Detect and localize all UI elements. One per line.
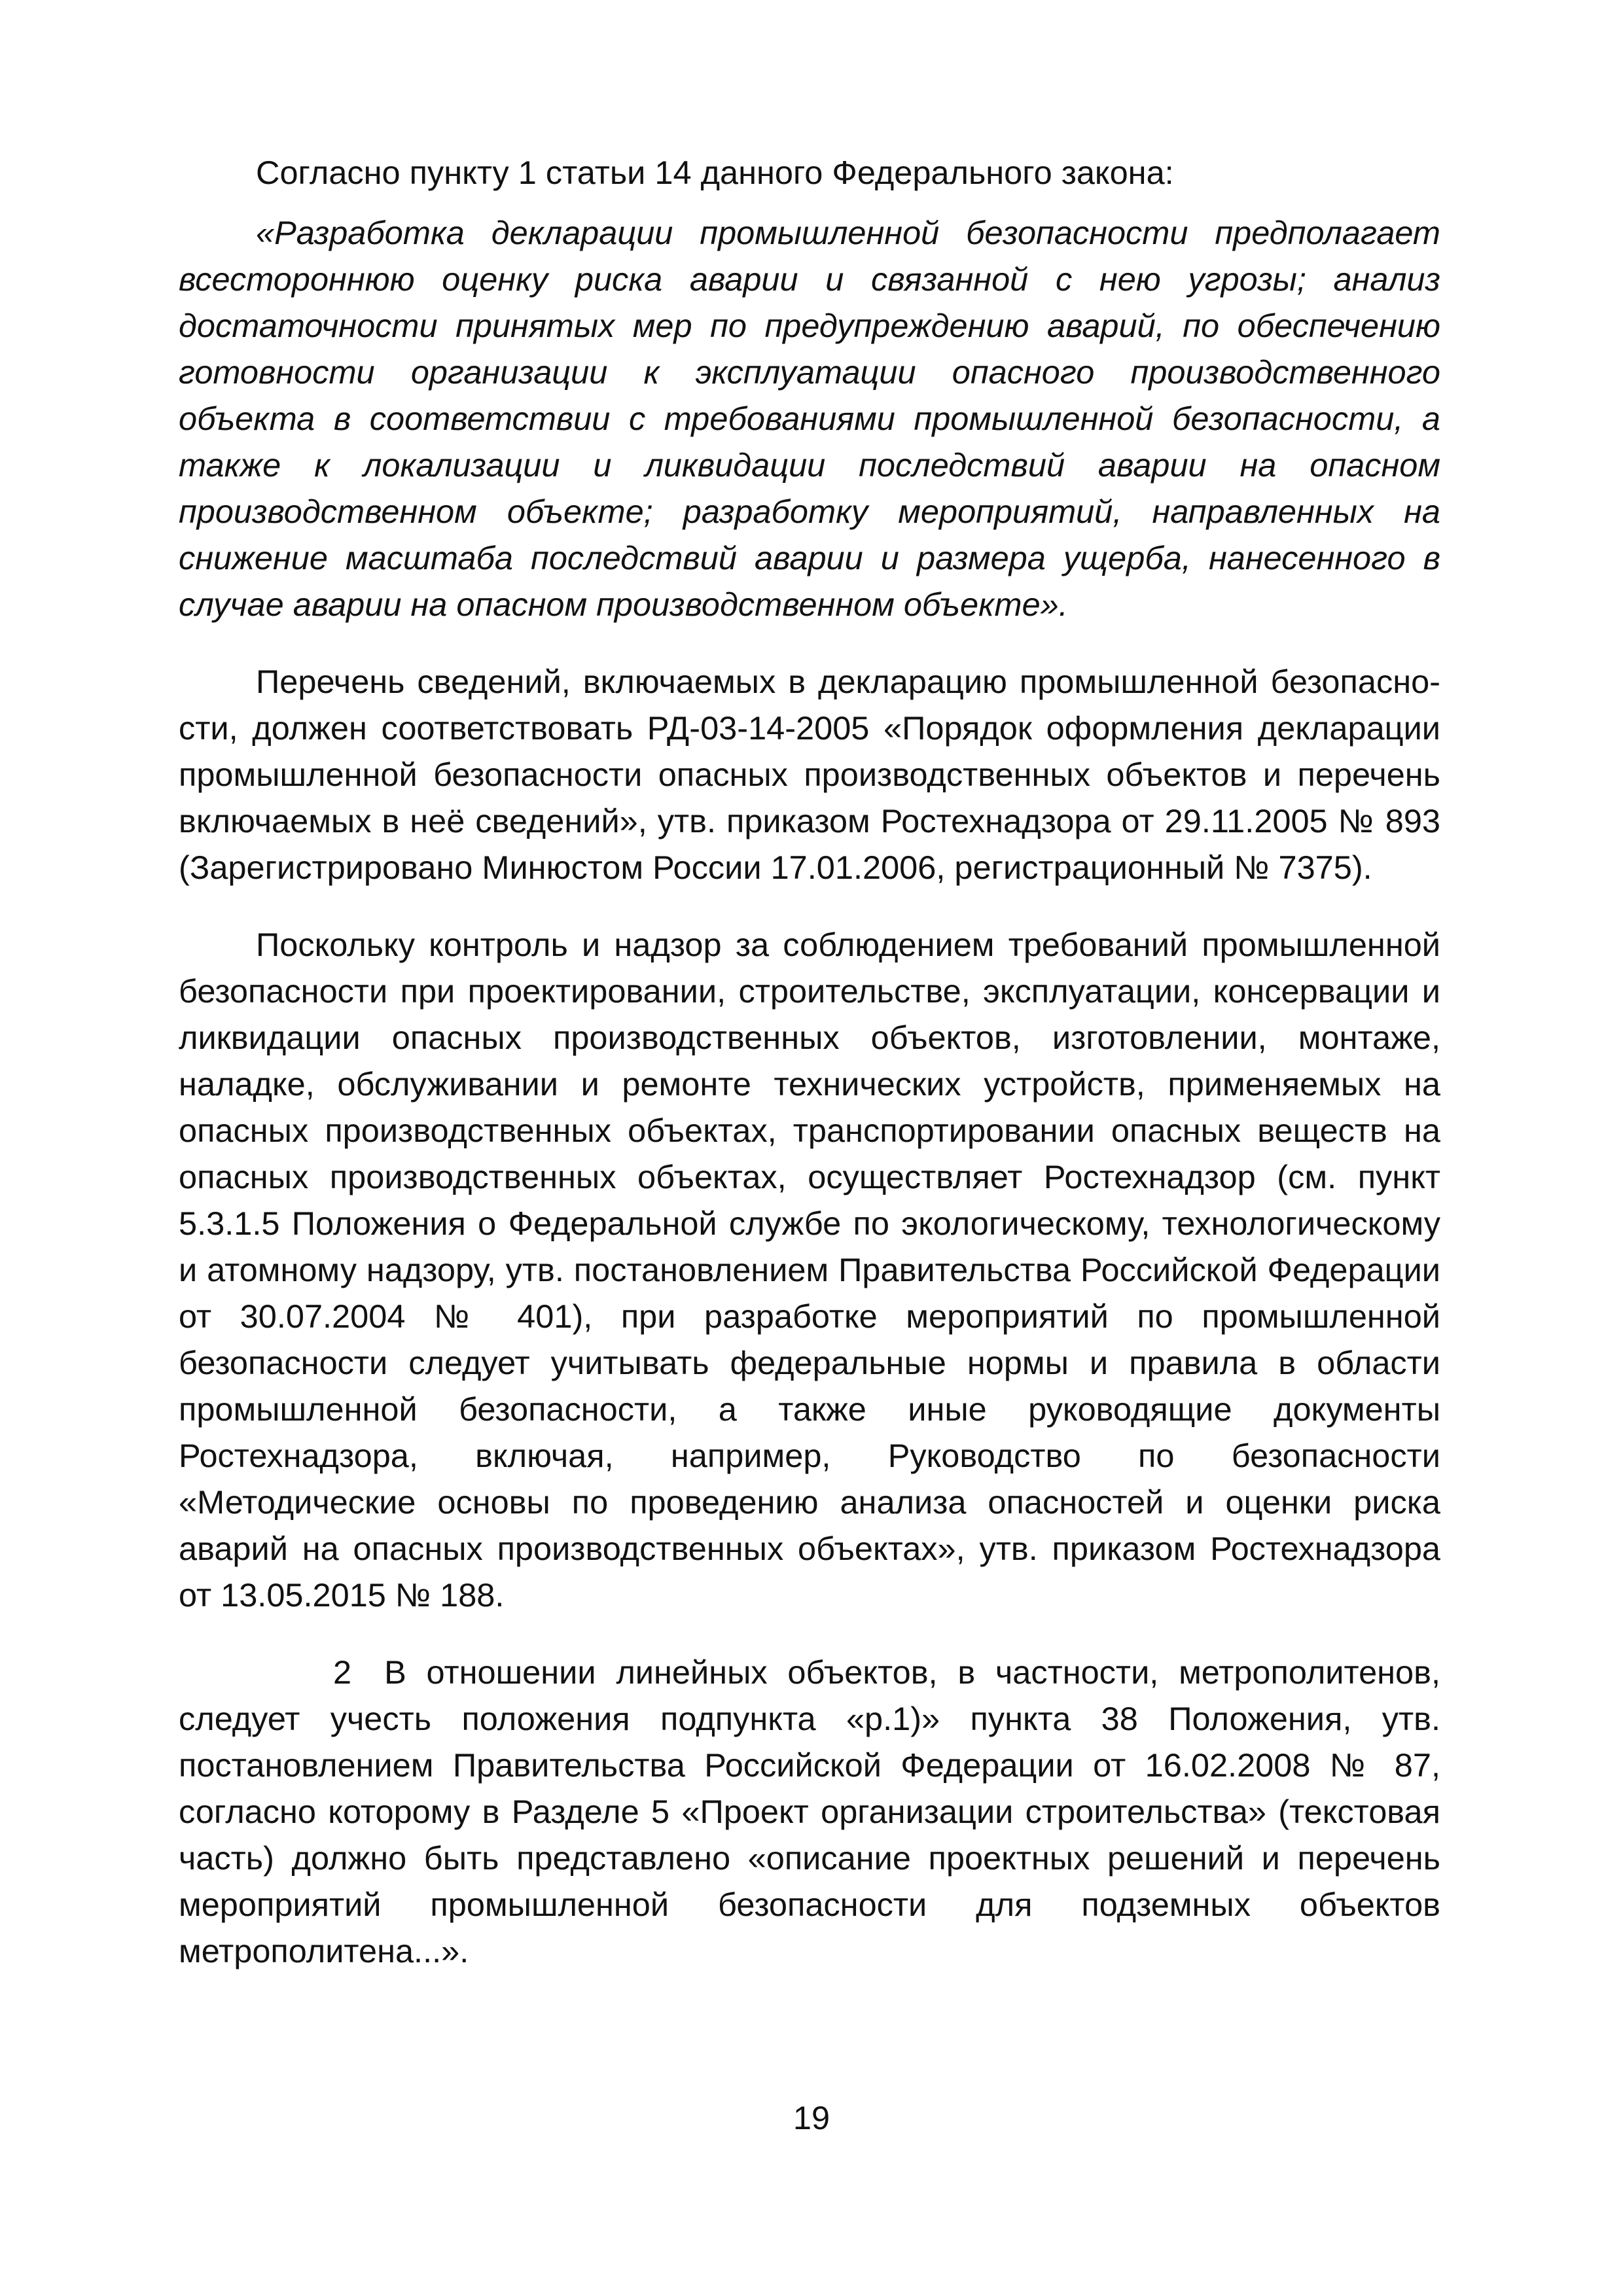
item-2-paragraph — [179, 1649, 1440, 1974]
page-number: 19 — [793, 2099, 830, 2136]
document-page — [179, 149, 1440, 1974]
declaration-requirements-paragraph: Перечень сведений, включаемых в декларацию промышленной безопасности, должен соответствовать РД-03-14-2005 «Порядок оформления декларации промышленной безопасности опасных производственных объектов и перечень включаемых в неё сведений», утв. приказом Ростехнадзора от 29.11.2005 № 893 (Зарегистрировано Минюстом России 17.01.2006, регистрационный № 7375). — [179, 663, 1440, 886]
law-quote-paragraph: «Разработка декларации промышленной безопасности предполагает всестороннюю оценку риска аварии и связанной с нею угрозы; анализ достаточности принятых мер по предупреждению аварий, по обеспечению готовности организации к эксплуатации опасного производственного объекта в соответствии с требованиями промышленной безопасности, а также к локализации и ликвидации последствий аварии на опасном производственном объекте; разработку мероприятий, направленных на снижение масштаба последствий аварии и размера ущерба, нанесенного в случае аварии на опасном производственном объекте». — [179, 214, 1440, 623]
control-supervision-paragraph: Поскольку контроль и надзор за соблюдением требований промышленной безопасности при проектировании, строительстве, эксплуатации, консервации и ликвидации опасных производственных объектов, изготовлении, монтаже, наладке, обслуживании и ремонте технических устройств, применяемых на опасных производственных объектах, транспортировании опасных веществ на опасных производственных объектах, осуществляет Ростехнадзор (см. пункт 5.3.1.5 Положения о Федеральной службе по экологическому, технологическому и атомному надзору, утв. постановлением Правительства Российской Федерации от 30.07.2004 № 401), при разработке мероприятий по промышленной безопасности следует учитывать федеральные нормы и правила в области промышленной безопасности, а также иные руководящие документы Ростехнадзора, включая, например, Руководство по безопасности «Методические основы по проведению анализа опасностей и оценки риска аварий на опасных производственных объектах», утв. приказом Ростехнадзора от 13.05.2015 № 188. — [179, 926, 1440, 1614]
item-2-number: 2 — [333, 1653, 352, 1691]
item-2-text: В отношении линейных объектов, в частности, метрополитенов, следует учесть положения подпункта «р.1)» пункта 38 Положения, утв. постановлением Правительства Российской Федерации от 16.02.2008 № 87, согласно которому в Разделе 5 «Проект организации строительства» (текстовая часть) должно быть представлено «описание проектных решений и перечень мероприятий промышленной безопасности для подземных объектов метрополитена...». — [179, 1653, 1440, 1969]
intro-paragraph: Согласно пункту 1 статьи 14 данного Федерального закона: — [256, 154, 1174, 191]
